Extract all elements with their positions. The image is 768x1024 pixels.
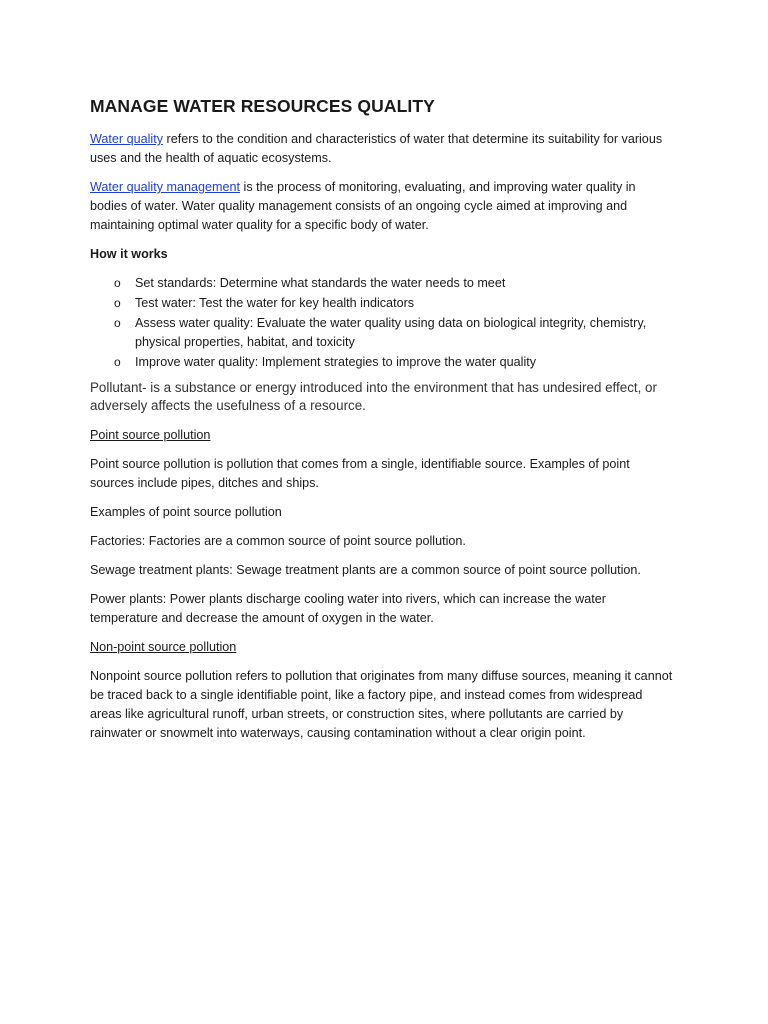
bullet-icon: o bbox=[114, 316, 121, 330]
nonpoint-source-heading: Non-point source pollution bbox=[90, 640, 237, 654]
water-quality-text: refers to the condition and characteristics of water that determine its suitability for various uses and the health of aquatic ecosystems. bbox=[90, 132, 663, 165]
water-quality-management-link[interactable]: Water quality management bbox=[90, 180, 241, 194]
nonpoint-source-definition: Nonpoint source pollution refers to pollution that originates from many diffuse sources, meaning it cannot be traced back to a single identifiable point, like a factory pipe, and instead comes from widespread areas like agricultural runoff, urban streets, or construction sites, where pollutants are carried by rainwater or snowmelt into waterways, causing contamination without a clear origin point. bbox=[90, 669, 673, 740]
point-source-examples-heading: Examples of point source pollution bbox=[90, 505, 282, 519]
bullet-icon: o bbox=[114, 355, 121, 369]
list-item bbox=[114, 274, 674, 293]
bullet-icon: o bbox=[114, 296, 121, 310]
water-quality-management-text: is the process of monitoring, evaluating, and improving water quality in bodies of water. Water quality management consists of an ongoing cycle aimed at improving and maintaining optimal water quality for a specific body of water. bbox=[90, 180, 636, 232]
list-item-text: Set standards: Determine what standards the water needs to meet bbox=[135, 276, 506, 290]
list-item-text: Improve water quality: Implement strategies to improve the water quality bbox=[135, 355, 537, 369]
example-factories: Factories: Factories are a common source of point source pollution. bbox=[90, 534, 466, 548]
how-it-works-heading: How it works bbox=[90, 247, 168, 261]
water-quality-paragraph bbox=[90, 130, 674, 168]
water-quality-management-paragraph bbox=[90, 178, 674, 235]
point-source-heading: Point source pollution bbox=[90, 428, 211, 442]
example-sewage-plants: Sewage treatment plants: Sewage treatment plants are a common source of point source pollution. bbox=[90, 563, 641, 577]
list-item bbox=[114, 294, 674, 313]
point-source-definition: Point source pollution is pollution that comes from a single, identifiable source. Examples of point sources include pipes, ditches and ships. bbox=[90, 457, 630, 490]
list-item-text: Assess water quality: Evaluate the water quality using data on biological integrity, chemistry, physical properties, habitat, and toxicity bbox=[135, 316, 647, 349]
water-quality-link[interactable]: Water quality bbox=[90, 132, 164, 146]
pollutant-definition: Pollutant- is a substance or energy introduced into the environment that has undesired effect, or adversely affects the usefulness of a resource. bbox=[90, 380, 657, 413]
list-item bbox=[114, 314, 674, 352]
how-it-works-list bbox=[90, 274, 674, 372]
list-item bbox=[114, 353, 674, 372]
list-item-text: Test water: Test the water for key health indicators bbox=[135, 296, 415, 310]
page-title: MANAGE WATER RESOURCES QUALITY bbox=[90, 96, 435, 116]
bullet-icon: o bbox=[114, 276, 121, 290]
example-power-plants: Power plants: Power plants discharge cooling water into rivers, which can increase the water temperature and decrease the amount of oxygen in the water. bbox=[90, 592, 606, 625]
